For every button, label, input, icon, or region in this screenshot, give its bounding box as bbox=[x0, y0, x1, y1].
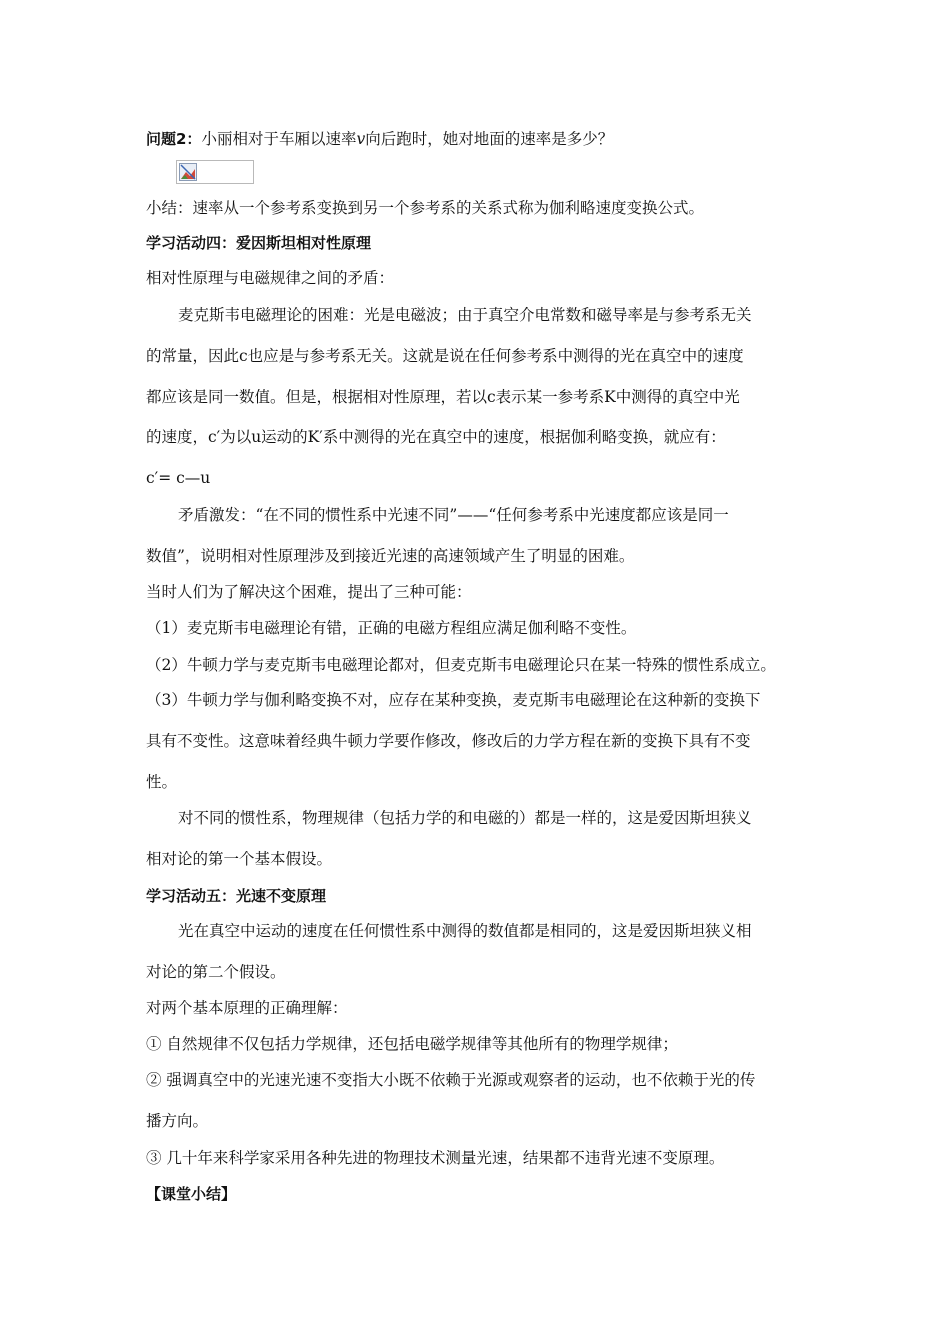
point-2-line: 播方向。 bbox=[146, 1112, 209, 1130]
point-1: ① 自然规律不仅包括力学规律，还包括电磁学规律等其他所有的物理学规律； bbox=[146, 1035, 678, 1053]
question-2-text-b: 向后跑时，她对地面的速率是多少？ bbox=[365, 130, 614, 148]
three-possibilities-intro: 当时人们为了解决这个困难，提出了三种可能： bbox=[146, 583, 472, 601]
option-3-line: （3）牛顿力学与伽利略变换不对，应存在某种变换，麦克斯韦电磁理论在这种新的变换下 bbox=[146, 691, 761, 709]
paragraph-1-line: 麦克斯韦电磁理论的困难：光是电磁波；由于真空介电常数和磁导率是与参考系无关 bbox=[178, 306, 752, 324]
question-2-text-a: 小丽相对于车厢以速率 bbox=[201, 130, 357, 148]
option-3-line: 具有不变性。这意味着经典牛顿力学要作修改，修改后的力学方程在新的变换下具有不变 bbox=[146, 732, 751, 750]
image-placeholder bbox=[176, 160, 254, 184]
activity-5-title: 学习活动五：光速不变原理 bbox=[146, 887, 327, 905]
summary-line: 小结：速率从一个参考系变换到另一个参考系的关系式称为伽利略速度变换公式。 bbox=[146, 199, 705, 217]
class-summary-heading: 【课堂小结】 bbox=[146, 1185, 237, 1203]
conflict-intro: 相对性原理与电磁规律之间的矛盾： bbox=[146, 269, 395, 287]
point-3: ③ 几十年来科学家采用各种先进的物理技术测量光速，结果都不违背光速不变原理。 bbox=[146, 1149, 725, 1167]
paragraph-2-line: 矛盾激发：“在不同的惯性系中光速不同”——“任何参考系中光速度都应该是同一 bbox=[178, 506, 729, 524]
option-3-line: 性。 bbox=[146, 773, 178, 791]
paragraph-3-line: 对不同的惯性系，物理规律（包括力学的和电磁的）都是一样的，这是爱因斯坦狭义 bbox=[178, 809, 752, 827]
paragraph-1-line: 都应该是同一数值。但是，根据相对性原理，若以c表示某一参考系K中测得的真空中光 bbox=[146, 388, 740, 406]
option-1: （1）麦克斯韦电磁理论有错，正确的电磁方程组应满足伽利略不变性。 bbox=[146, 619, 637, 637]
understanding-intro: 对两个基本原理的正确理解： bbox=[146, 999, 348, 1017]
question-2 bbox=[146, 129, 613, 149]
option-2: （2）牛顿力学与麦克斯韦电磁理论都对，但麦克斯韦电磁理论只在某一特殊的惯性系成立。 bbox=[146, 656, 776, 674]
paragraph-4-line: 对论的第二个假设。 bbox=[146, 963, 286, 981]
point-2-line: ② 强调真空中的光速光速不变指大小既不依赖于光源或观察者的运动，也不依赖于光的传 bbox=[146, 1071, 756, 1089]
question-2-variable: v bbox=[356, 130, 366, 148]
paragraph-2-line: 数值”，说明相对性原理涉及到接近光速的高速领域产生了明显的困难。 bbox=[146, 547, 635, 565]
paragraph-4-line: 光在真空中运动的速度在任何惯性系中测得的数值都是相同的，这是爱因斯坦狭义相 bbox=[178, 922, 752, 940]
paragraph-1-line: 的常量，因此c也应是与参考系无关。这就是说在任何参考系中测得的光在真空中的速度 bbox=[146, 347, 744, 365]
activity-4-title: 学习活动四：爱因斯坦相对性原理 bbox=[146, 234, 372, 252]
broken-image-icon bbox=[179, 163, 197, 181]
paragraph-3-line: 相对论的第一个基本假设。 bbox=[146, 850, 333, 868]
question-2-label: 问题2： bbox=[146, 130, 202, 148]
paragraph-1-line: 的速度，c′为以u运动的K′系中测得的光在真空中的速度，根据伽利略变换，就应有： bbox=[146, 428, 726, 446]
formula-line: c′= c—u bbox=[146, 469, 211, 487]
